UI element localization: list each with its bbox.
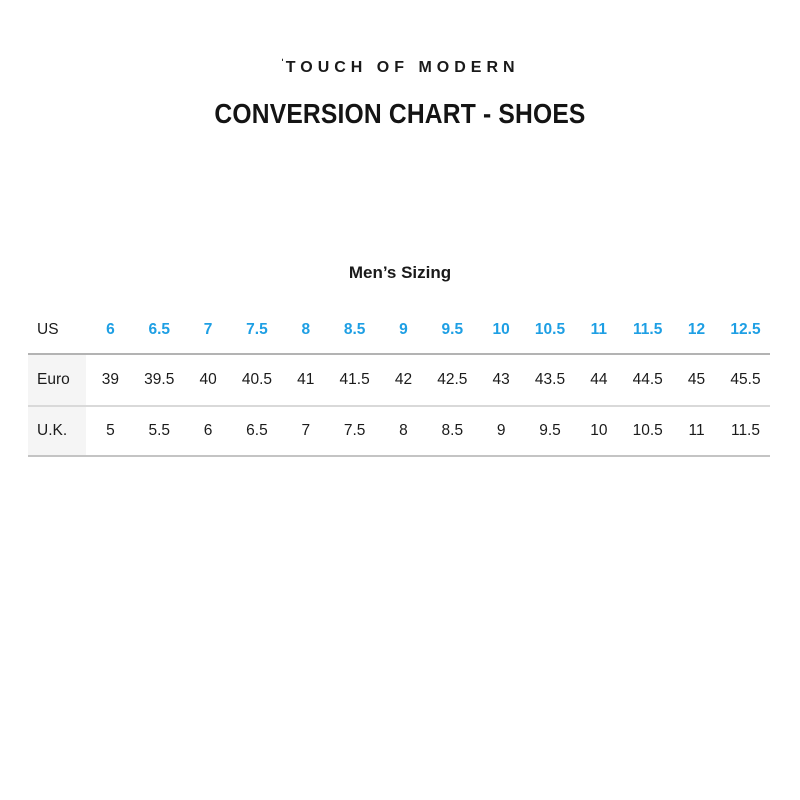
- sizing-table: [28, 307, 770, 457]
- size-cell: 7: [184, 307, 233, 354]
- size-cell: 7: [281, 406, 330, 456]
- size-cell: 41: [281, 354, 330, 406]
- size-cell: 40.5: [233, 354, 282, 406]
- size-cell: 44: [574, 354, 623, 406]
- size-cell: 42: [379, 354, 428, 406]
- size-cell: 8.5: [330, 307, 379, 354]
- size-cell: 40: [184, 354, 233, 406]
- size-cell: 7.5: [330, 406, 379, 456]
- row-label-uk: U.K.: [28, 406, 86, 456]
- size-cell: 9: [477, 406, 526, 456]
- size-cell: 5: [86, 406, 135, 456]
- table-row-us: [28, 307, 770, 354]
- size-cell: 7.5: [233, 307, 282, 354]
- size-cell: 9: [379, 307, 428, 354]
- size-cell: 6.5: [233, 406, 282, 456]
- table-row-uk: [28, 406, 770, 456]
- size-cell: 5.5: [135, 406, 184, 456]
- row-label-euro: Euro: [28, 354, 86, 406]
- size-cell: 8: [281, 307, 330, 354]
- size-cell: 43.5: [526, 354, 575, 406]
- size-cell: 43: [477, 354, 526, 406]
- size-cell: 12.5: [721, 307, 770, 354]
- logo-mark: ˈ: [280, 56, 285, 71]
- size-cell: 8.5: [428, 406, 477, 456]
- size-cell: 10: [574, 406, 623, 456]
- size-cell: 6.5: [135, 307, 184, 354]
- brand-logo: [0, 55, 800, 77]
- logo-text: TOUCH OF MODERN: [285, 59, 520, 76]
- size-cell: 42.5: [428, 354, 477, 406]
- size-cell: 12: [672, 307, 721, 354]
- page-title: CONVERSION CHART - SHOES: [214, 98, 586, 129]
- size-cell: 39.5: [135, 354, 184, 406]
- size-cell: 41.5: [330, 354, 379, 406]
- size-cell: 10: [477, 307, 526, 354]
- size-cell: 9.5: [428, 307, 477, 354]
- size-cell: 45: [672, 354, 721, 406]
- size-cell: 45.5: [721, 354, 770, 406]
- row-label-us: US: [28, 307, 86, 354]
- size-cell: 9.5: [526, 406, 575, 456]
- size-cell: 39: [86, 354, 135, 406]
- size-cell: 44.5: [623, 354, 672, 406]
- size-cell: 11.5: [721, 406, 770, 456]
- size-cell: 11: [574, 307, 623, 354]
- size-cell: 6: [86, 307, 135, 354]
- size-cell: 11.5: [623, 307, 672, 354]
- size-cell: 8: [379, 406, 428, 456]
- size-cell: 10.5: [623, 406, 672, 456]
- conversion-chart-page: [0, 55, 800, 800]
- size-cell: 10.5: [526, 307, 575, 354]
- size-cell: 6: [184, 406, 233, 456]
- table-row-euro: [28, 354, 770, 406]
- table-caption: Men’s Sizing: [348, 263, 452, 282]
- size-cell: 11: [672, 406, 721, 456]
